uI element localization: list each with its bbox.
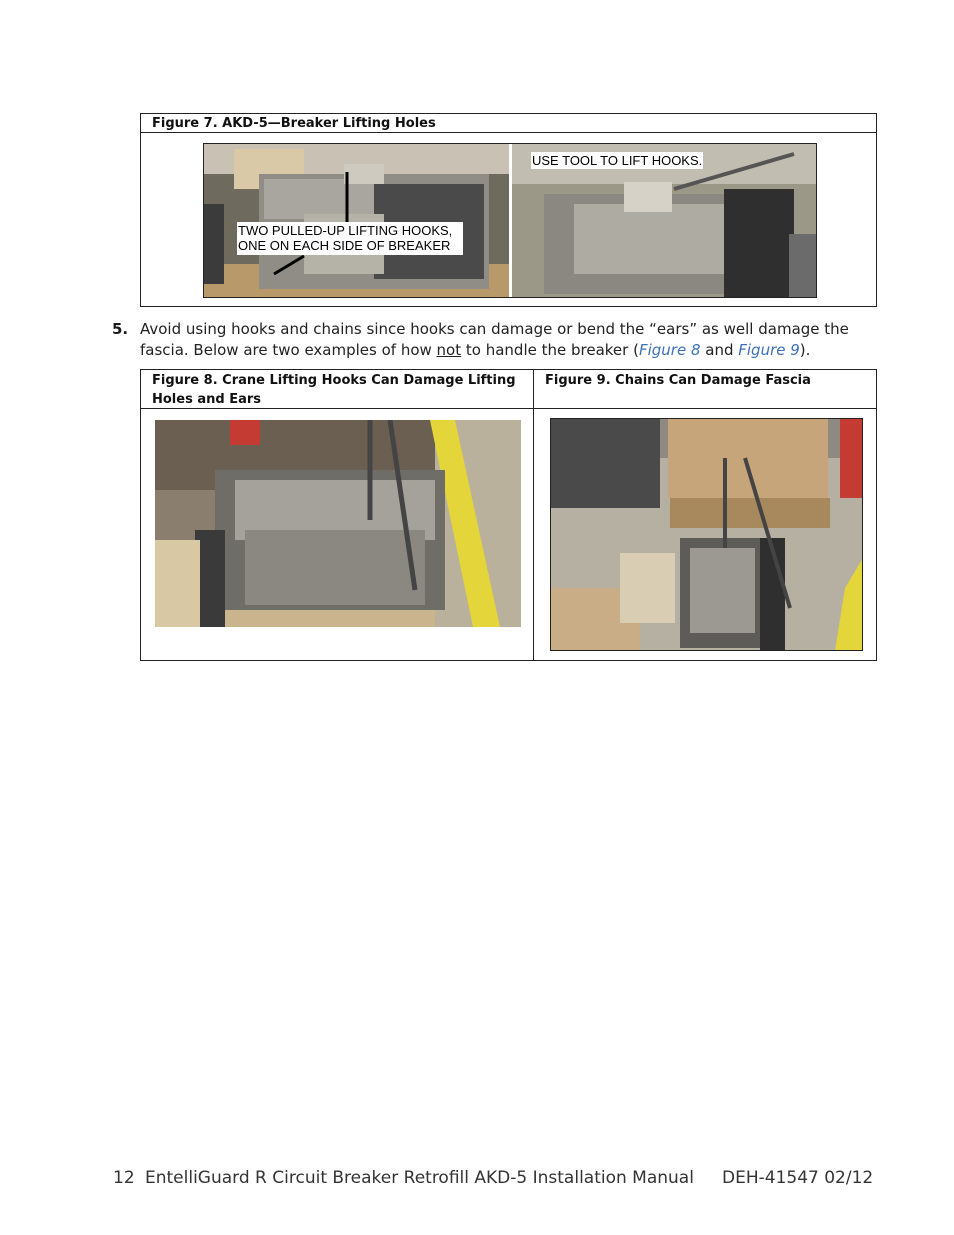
figures-caption-row	[141, 370, 876, 409]
step-5-text-end: ).	[799, 341, 811, 359]
figure-7-label-left-1: TWO PULLED-UP LIFTING HOOKS,	[238, 223, 453, 238]
footer-page-number: 12	[113, 1168, 135, 1188]
figure-7-label-right: USE TOOL TO LIFT HOOKS.	[532, 153, 703, 168]
figure-8-link[interactable]: Figure 8	[638, 341, 701, 359]
step-5-line-1: Avoid using hooks and chains since hooks can damage or bend the “ears” as well damage the	[140, 320, 849, 338]
step-5-text-a: fascia. Below are two examples of how	[140, 341, 437, 359]
figures-8-9-table	[140, 369, 877, 661]
figure-8-caption: Figure 8. Crane Lifting Hooks Can Damage Lifting Holes and Ears	[152, 373, 516, 407]
footer-doc-id: DEH-41547 02/12	[722, 1168, 874, 1188]
emphasis-not: not	[436, 341, 462, 359]
figure-7-caption: Figure 7. AKD-5—Breaker Lifting Holes	[152, 116, 436, 131]
step-5-text	[140, 319, 860, 361]
figure-9-photo	[550, 418, 863, 651]
figure-9-caption: Figure 9. Chains Can Damage Fascia	[545, 373, 811, 388]
step-5-text-and: and	[700, 341, 739, 359]
figure-7-label-left-2: ONE ON EACH SIDE OF BREAKER	[238, 238, 451, 253]
figure-7-table	[140, 113, 877, 307]
figure-8-photo	[155, 420, 521, 627]
figure-9-link[interactable]: Figure 9	[738, 341, 800, 359]
breaker-lifting-holes-photo	[204, 144, 817, 298]
footer-title: EntelliGuard R Circuit Breaker Retrofill AKD-5 Installation Manual	[145, 1168, 694, 1188]
figure-7-caption-row	[141, 114, 876, 133]
column-divider	[533, 370, 534, 660]
figure-7-photo	[203, 143, 817, 298]
step-5-text-b: to handle the breaker (	[461, 341, 639, 359]
step-5-line-2	[140, 340, 860, 361]
step-number: 5.	[112, 320, 129, 338]
